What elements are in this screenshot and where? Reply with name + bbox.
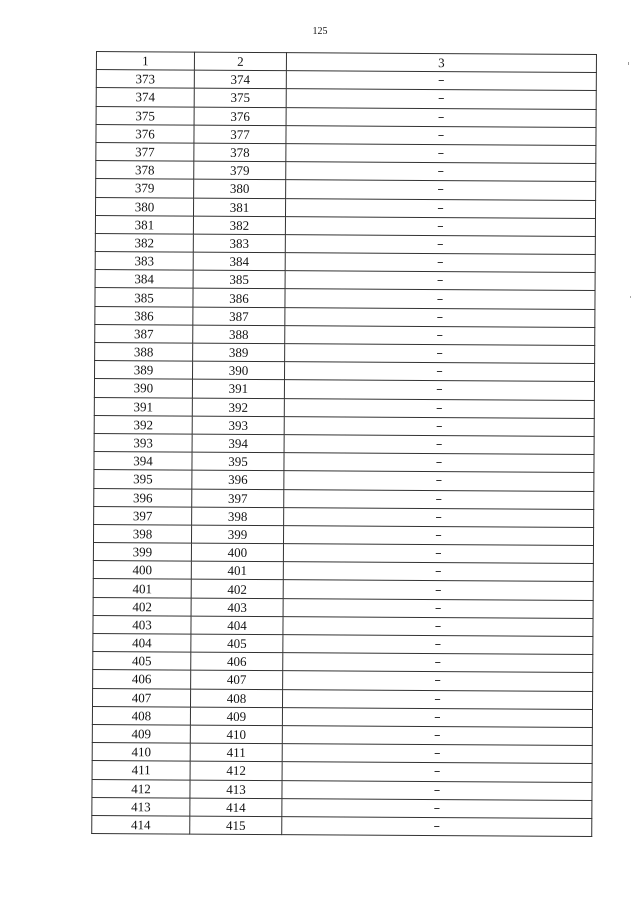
table-cell-col3: – [283,526,593,546]
table-cell-col3: – [282,689,592,709]
table-cell-col3: – [285,325,595,345]
table-cell-col2: 406 [191,652,283,671]
table-cell-col1: 383 [95,252,193,271]
table-cell-col2: 405 [191,634,283,653]
table-cell-col1: 408 [92,706,190,725]
table-cell-col2: 378 [194,143,286,162]
table-cell-col1: 404 [93,633,191,652]
table-cell-col2: 381 [193,198,285,217]
table-cell-col3: – [282,798,592,818]
table-cell-col2: 383 [193,234,285,253]
table-cell-col2: 391 [192,379,284,398]
table-cell-col2: 394 [192,434,284,453]
table-cell-col2: 390 [192,361,284,380]
table-cell-col1: 396 [94,488,192,507]
table-cell-col3: – [283,580,593,600]
table-cell-col3: – [283,544,593,564]
table-cell-col2: 398 [192,507,284,526]
table-cell-col2: 387 [193,307,285,326]
table-cell-col1: 405 [93,652,191,671]
table-cell-col1: 378 [96,161,194,180]
scan-mark [628,62,629,65]
table-cell-col3: – [286,71,596,91]
table-cell-col1: 412 [92,779,190,798]
table-cell-col1: 398 [93,524,191,543]
table-cell-col1: 402 [93,597,191,616]
table-cell-col3: – [285,307,595,327]
table-cell-col2: 374 [194,70,286,89]
table-cell-col1: 391 [94,397,192,416]
table-cell-col2: 411 [190,743,282,762]
table-cell-col2: 413 [190,780,282,799]
table-cell-col2: 407 [191,670,283,689]
table-cell-col3: – [283,616,593,636]
table-cell-col2: 389 [193,343,285,362]
table-cell-col2: 375 [194,88,286,107]
table-cell-col2: 380 [194,179,286,198]
data-table [91,51,597,837]
table-cell-col2: 379 [194,161,286,180]
table-cell-col3: – [284,398,594,418]
table-cell-col1: 397 [94,506,192,525]
column-header-3: 3 [286,53,596,73]
table-cell-col2: 382 [193,216,285,235]
table-cell-col1: 389 [94,361,192,380]
table-cell-col2: 386 [193,289,285,308]
table-cell-col3: – [282,726,592,746]
table-cell-col2: 414 [190,798,282,817]
table-cell-col2: 401 [191,561,283,580]
table-cell-col1: 377 [96,142,194,161]
table-cell-col2: 388 [193,325,285,344]
table-cell-col1: 386 [95,306,193,325]
table-cell-col2: 400 [191,543,283,562]
table-cell-col3: – [283,598,593,618]
table-cell-col1: 410 [92,743,190,762]
table-cell-col3: – [286,89,596,109]
table-cell-col2: 393 [192,416,284,435]
table-cell-col1: 411 [92,761,190,780]
table-cell-col2: 404 [191,616,283,635]
column-header-1: 1 [96,52,194,71]
table-cell-col3: – [283,562,593,582]
table-cell-col3: – [282,744,592,764]
table-cell-col3: – [284,471,594,491]
table-cell-col2: 403 [191,598,283,617]
table-cell-col1: 414 [92,815,190,834]
table-cell-col2: 409 [190,707,282,726]
table-cell-col3: – [285,216,595,236]
table-cell-col1: 388 [95,342,193,361]
table-cell-col2: 385 [193,270,285,289]
scan-mark [630,296,631,298]
table-cell-col2: 377 [194,125,286,144]
table-row [92,815,592,836]
table-cell-col1: 373 [96,70,194,89]
table-cell-col3: – [284,489,594,509]
table-cell-col3: – [286,162,596,182]
table-cell-col2: 384 [193,252,285,271]
column-header-2: 2 [194,52,286,71]
table-cell-col2: 399 [191,525,283,544]
table-cell-col1: 385 [95,288,193,307]
table-cell-col3: – [286,107,596,127]
table-cell-col1: 390 [94,379,192,398]
table-cell-col3: – [285,253,595,273]
table-cell-col3: – [285,235,595,255]
table-cell-col3: – [285,198,595,218]
table-cell-col1: 374 [96,88,194,107]
table-cell-col1: 382 [95,233,193,252]
table-cell-col1: 384 [95,270,193,289]
table-cell-col3: – [284,362,594,382]
table-cell-col3: – [284,435,594,455]
table-cell-col2: 412 [190,761,282,780]
table-cell-col1: 379 [96,179,194,198]
table-cell-col2: 396 [192,470,284,489]
table-cell-col2: 415 [190,816,282,835]
table-cell-col2: 402 [191,580,283,599]
table-cell-col3: – [286,125,596,145]
table-cell-col1: 399 [93,543,191,562]
table-cell-col3: – [284,380,594,400]
table-cell-col3: – [284,507,594,527]
table-cell-col1: 380 [95,197,193,216]
table-cell-col2: 408 [190,689,282,708]
table-cell-col1: 392 [94,415,192,434]
table-body [92,70,597,837]
table-cell-col3: – [284,453,594,473]
table-cell-col3: – [285,344,595,364]
table-cell-col1: 375 [96,106,194,125]
table-cell-col3: – [282,780,592,800]
table-cell-col3: – [283,671,593,691]
table-cell-col3: – [285,289,595,309]
table-cell-col2: 410 [190,725,282,744]
table-cell-col3: – [283,635,593,655]
table-cell-col1: 395 [94,470,192,489]
table-cell-col1: 413 [92,797,190,816]
table-cell-col2: 395 [192,452,284,471]
table-cell-col1: 409 [92,724,190,743]
table-cell-col3: – [282,707,592,727]
table-cell-col2: 376 [194,107,286,126]
table-cell-col1: 403 [93,615,191,634]
table-cell-col1: 394 [94,452,192,471]
table-cell-col1: 376 [96,124,194,143]
table-cell-col3: – [286,144,596,164]
table-cell-col1: 406 [93,670,191,689]
table-cell-col1: 387 [95,324,193,343]
table-cell-col1: 400 [93,561,191,580]
table-cell-col1: 407 [92,688,190,707]
table-cell-col2: 397 [192,489,284,508]
table-cell-col3: – [285,271,595,291]
table-cell-col1: 393 [94,433,192,452]
table-cell-col1: 401 [93,579,191,598]
page-number: 125 [312,26,328,37]
table-cell-col3: – [286,180,596,200]
table-cell-col2: 392 [192,398,284,417]
table-cell-col1: 381 [95,215,193,234]
table-cell-col3: – [283,653,593,673]
table-cell-col3: – [282,762,592,782]
table-cell-col3: – [282,817,592,837]
table-cell-col3: – [284,416,594,436]
